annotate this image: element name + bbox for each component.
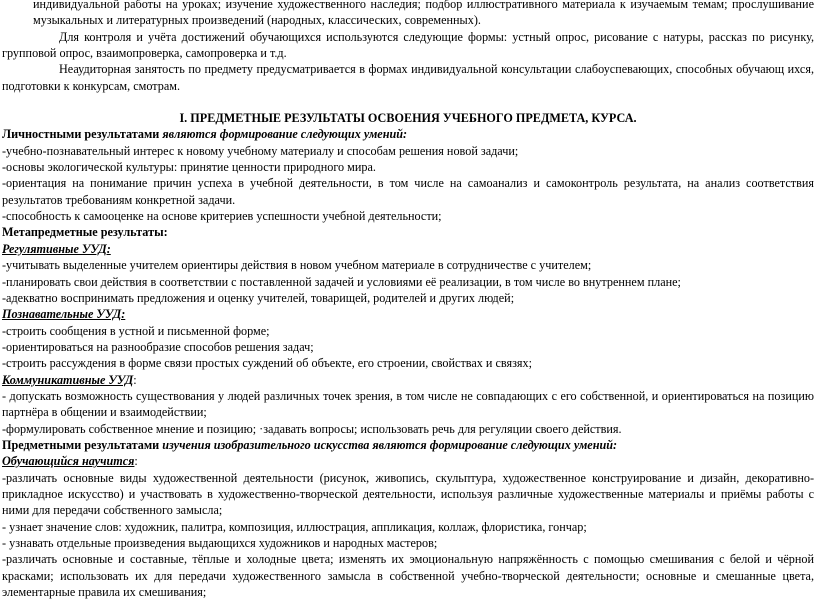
personal-item: -способность к самооценке на основе критериев успешности учебной деятельности; xyxy=(2,209,442,224)
intro-paragraph: индивидуальной работы на уроках; изучение художественного наследия; подбор иллюстративного материала к изучаемым темам; прослушивание музыкальных и литературных произведений (народных, классических, современных). xyxy=(33,0,814,28)
extracurricular-paragraph: Неаудиторная занятость по предмету предусматривается в формах индивидуальной консультации слабоуспевающих, способных обучающ ихся, подготовки к конкурсам, смотрам. xyxy=(2,62,814,93)
communicative-title: Коммуникативные УУД xyxy=(2,372,134,387)
cognitive-item: -ориентироваться на разнообразие способов решения задач; xyxy=(2,339,314,354)
personal-item: -основы экологической культуры: принятие ценности природного мира. xyxy=(2,160,376,175)
learner-title-line xyxy=(2,453,814,469)
meta-results-title: Метапредметные результаты: xyxy=(2,225,168,240)
subject-results-rest: изучения изобразительного искусства являются формирование следующих умений: xyxy=(159,437,618,452)
cognitive-item: -строить сообщения в устной и письменной форме; xyxy=(2,323,270,338)
communicative-title-line xyxy=(2,372,814,388)
subject-item: - узнает значение слов: художник, палитра, композиция, иллюстрация, аппликация, коллаж, флористика, гончар; xyxy=(2,519,587,534)
section-heading: I. ПРЕДМЕТНЫЕ РЕЗУЛЬТАТЫ ОСВОЕНИЯ УЧЕБНОГО ПРЕДМЕТА, КУРСА. xyxy=(179,111,637,126)
subject-results-label: Предметными результатами xyxy=(2,437,160,452)
subject-item: -различать основные виды художественной деятельности (рисунок, живопись, скульптура, художественное конструирование и дизайн, декоративно-прикладное искусство) и участвовать в художественно-творческой деятельности, используя различные художественные материалы и приёмы работы с ними для передачи собственного замысла; xyxy=(2,470,814,518)
personal-results-rest: являются формирование следующих умений: xyxy=(159,127,408,142)
communicative-item: - допускать возможность существования у людей различных точек зрения, в том числе не совпадающих с его собственной, и ориентироваться на позицию партнёра в общении и взаимодействии; xyxy=(2,388,814,420)
document-page xyxy=(2,0,814,600)
learner-colon: : xyxy=(134,454,138,469)
communicative-colon: : xyxy=(133,372,137,387)
personal-item: -ориентация на понимание причин успеха в учебной деятельности, в том числе на самоанализ и самоконтроль результата, на анализ соответствия результатов требованиям конкретной задачи. xyxy=(2,176,814,207)
learner-title: Обучающийся научится xyxy=(2,454,135,469)
personal-results-label: Личностными результатами xyxy=(2,127,160,142)
personal-item: -учебно-познавательный интерес к новому учебному материалу и способам решения новой задачи; xyxy=(2,143,519,158)
cognitive-item: -строить рассуждения в форме связи простых суждений об объекте, его строении, свойствах и связях; xyxy=(2,356,532,371)
control-forms-paragraph: Для контроля и учёта достижений обучающихся используются следующие формы: устный опрос, рисование с натуры, рассказ по рисунку, групповой опрос, взаимопроверка, самопроверка и т.д. xyxy=(2,29,814,61)
subject-item: - узнавать отдельные произведения выдающихся художников и народных мастеров; xyxy=(2,536,438,550)
regulative-title: Регулятивные УУД: xyxy=(2,241,111,256)
communicative-item: -формулировать собственное мнение и позицию; ·задавать вопросы; использовать речь для регуляции своего действия. xyxy=(2,421,622,436)
regulative-item: -адекватно воспринимать предложения и оценку учителей, товарищей, родителей и других людей; xyxy=(2,290,515,305)
regulative-item: -учитывать выделенные учителем ориентиры действия в новом учебном материале в сотрудничестве с учителем; xyxy=(2,258,592,273)
subject-results-intro xyxy=(2,437,814,453)
personal-results-intro xyxy=(2,126,814,142)
cognitive-title: Познавательные УУД: xyxy=(2,307,126,322)
subject-item: -различать основные и составные, тёплые и холодные цвета; изменять их эмоциональную напряжённость с помощью смешивания с белой и чёрной красками; использовать их для передачи художественного замысла в собственной учебно-творческой деятельности; основные и смешанные цвета, элементарные правила их смешивания; xyxy=(2,552,814,600)
regulative-item: -планировать свои действия в соответствии с поставленной задачей и условиями её реализации, в том числе во внутреннем плане; xyxy=(2,274,681,289)
